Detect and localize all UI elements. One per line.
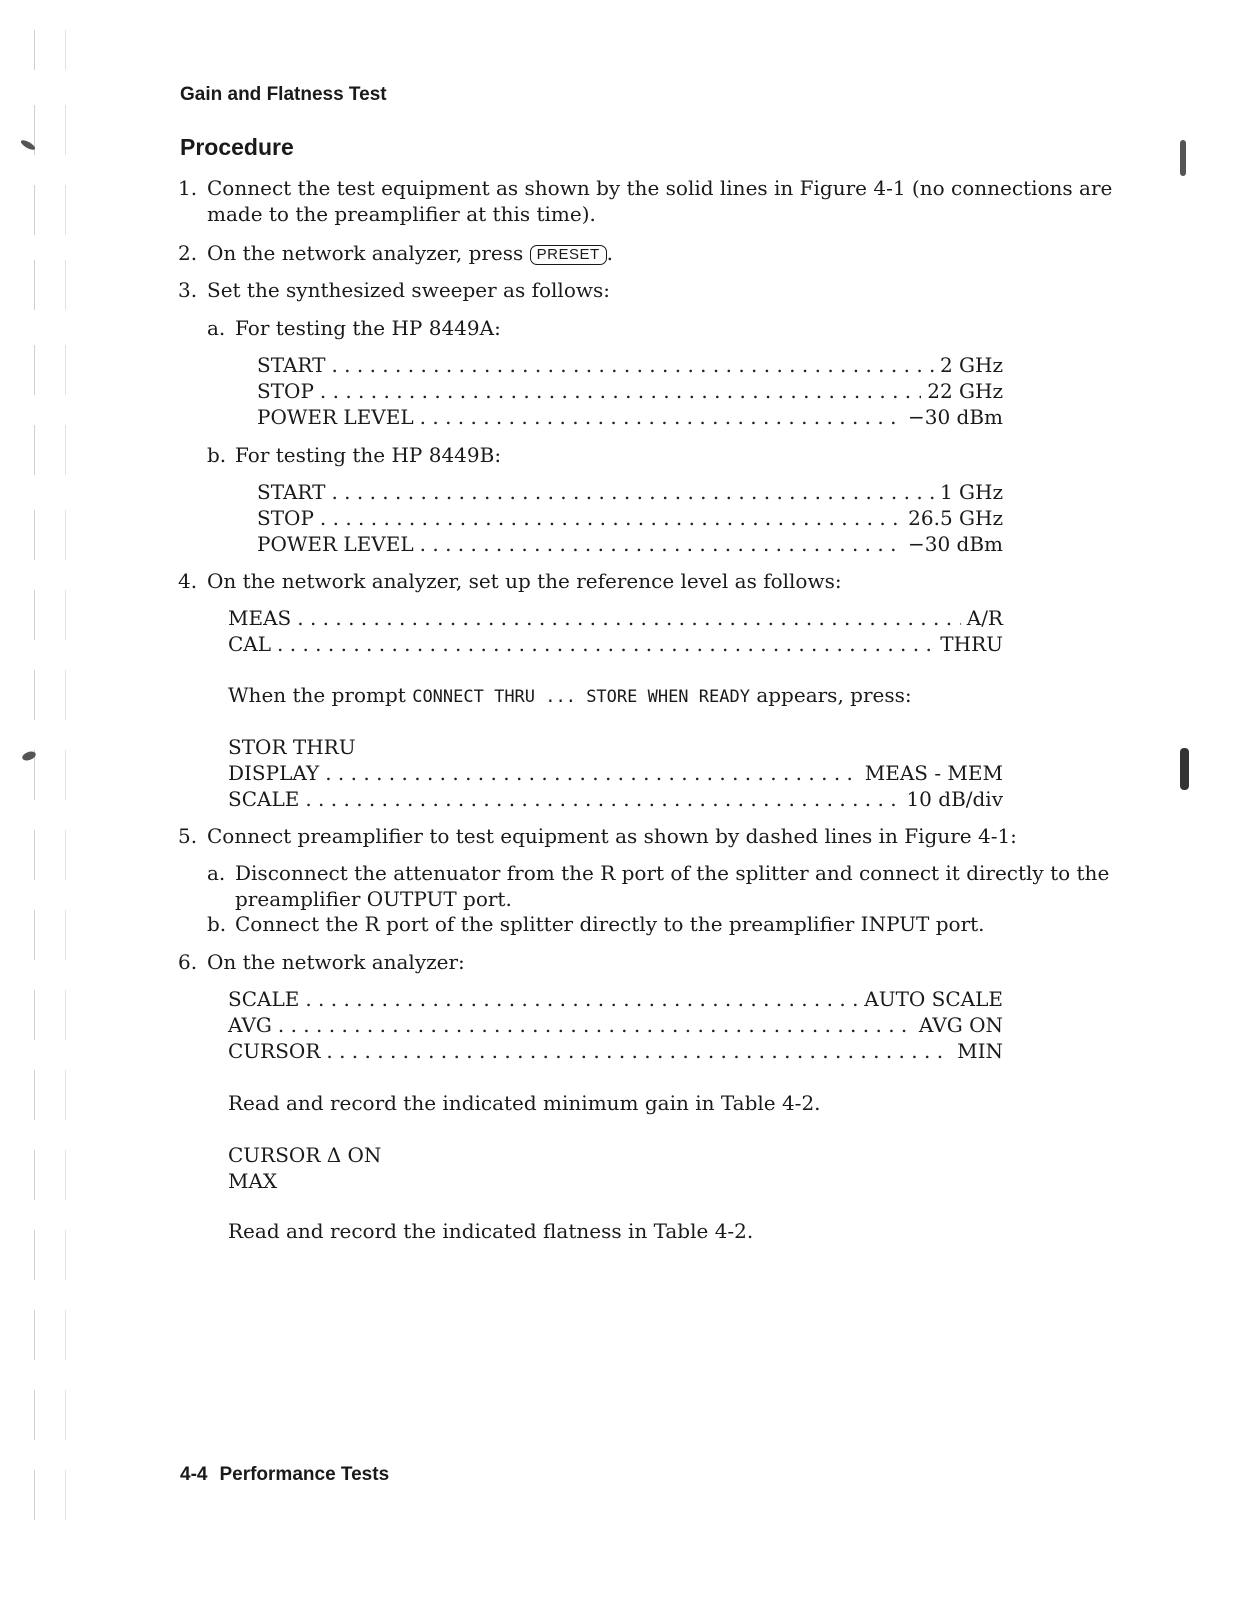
setting-row: STOP . . . 22 GHz xyxy=(257,378,1003,404)
setting-row: DISPLAY . . . MEAS - MEM xyxy=(228,760,1003,786)
step-text: On the network analyzer: xyxy=(207,950,465,974)
setting-row: POWER LEVEL . . . −30 dBm xyxy=(257,531,1003,557)
section-title: Procedure xyxy=(180,134,294,160)
step-number: 6. xyxy=(178,950,198,974)
step-number: 3. xyxy=(178,278,198,302)
setting-row: STOP . . . 26.5 GHz xyxy=(257,505,1003,531)
setting-row: START . . . 2 GHz xyxy=(257,352,1003,378)
substep-letter: a. xyxy=(207,316,226,340)
substep-text: Disconnect the attenuator from the R port of the splitter and connect it directly to the xyxy=(235,861,1110,885)
step-number: 4. xyxy=(178,569,198,593)
instruction-text: Read and record the indicated minimum gain in Table 4-2. xyxy=(228,1091,821,1115)
analyzer-prompt: CONNECT THRU ... STORE WHEN READY xyxy=(412,687,750,707)
page-number: 4-4 xyxy=(180,1464,208,1485)
step-text: Set the synthesized sweeper as follows: xyxy=(207,278,610,302)
step-number: 1. xyxy=(178,176,198,200)
step-text: Connect the test equipment as shown by the solid lines in Figure 4-1 (no connections are xyxy=(207,176,1113,200)
step-number: 2. xyxy=(178,241,198,265)
page-footer xyxy=(180,1464,389,1486)
substep-letter: b. xyxy=(207,912,227,936)
substep-text: For testing the HP 8449A: xyxy=(235,316,501,340)
key-sequence: CURSOR Δ ON xyxy=(228,1143,382,1167)
prompt-instruction: When the prompt CONNECT THRU ... STORE WHEN READY appears, press: xyxy=(228,683,912,707)
instruction-text: Read and record the indicated flatness in Table 4-2. xyxy=(228,1219,754,1243)
substep-letter: a. xyxy=(207,861,226,885)
setting-row: AVG . . . AVG ON xyxy=(228,1012,1003,1038)
substep-letter: b. xyxy=(207,443,227,467)
preset-key: PRESET xyxy=(530,245,607,265)
footer-section: Performance Tests xyxy=(219,1464,390,1485)
step-text: Connect preamplifier to test equipment as shown by dashed lines in Figure 4-1: xyxy=(207,824,1017,848)
setting-row: SCALE . . . 10 dB/div xyxy=(228,786,1003,812)
setting-row: CAL . . . THRU xyxy=(228,631,1003,657)
step-text: On the network analyzer, press PRESET . xyxy=(207,241,614,265)
step-text: made to the preamplifier at this time). xyxy=(207,202,596,226)
setting-row: SCALE . . . AUTO SCALE xyxy=(228,986,1003,1012)
step-number: 5. xyxy=(178,824,198,848)
setting-row: CURSOR . . . MIN xyxy=(228,1038,1003,1064)
step-text: On the network analyzer, set up the reference level as follows: xyxy=(207,569,842,593)
substep-text: preamplifier OUTPUT port. xyxy=(235,887,512,911)
key-sequence: MAX xyxy=(228,1169,278,1193)
setting-row: START . . . 1 GHz xyxy=(257,479,1003,505)
setting-row: POWER LEVEL . . . −30 dBm xyxy=(257,404,1003,430)
substep-text: Connect the R port of the splitter directly to the preamplifier INPUT port. xyxy=(235,912,985,936)
substep-text: For testing the HP 8449B: xyxy=(235,443,502,467)
key-sequence: STOR THRU xyxy=(228,735,356,759)
setting-row: MEAS . . . A/R xyxy=(228,605,1003,631)
page-header: Gain and Flatness Test xyxy=(180,84,387,105)
